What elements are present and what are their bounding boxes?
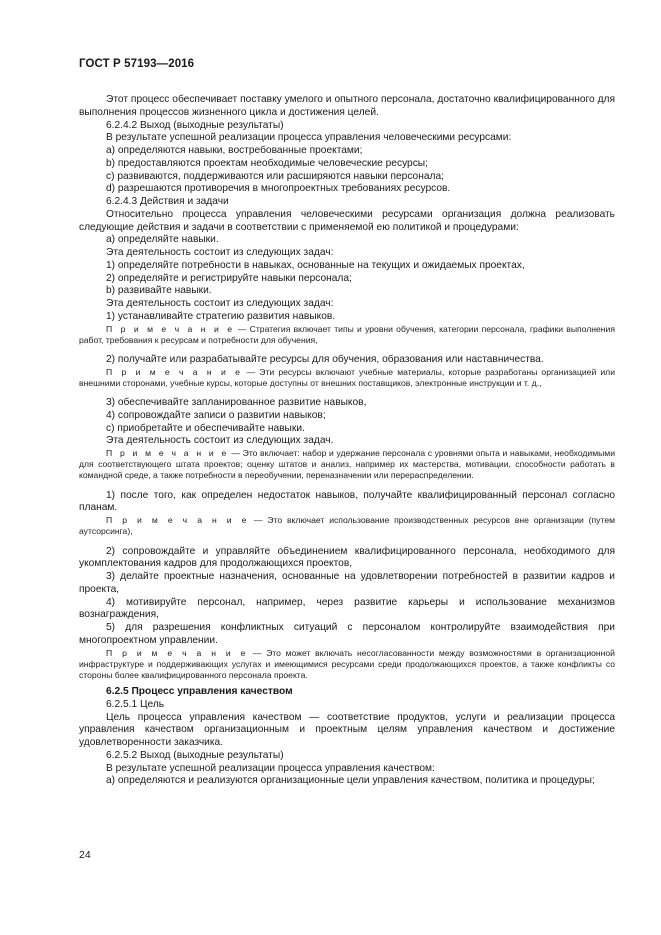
list-item: a) определяйте навыки. (106, 234, 219, 246)
section-heading: 6.2.4.3 Действия и задачи (106, 196, 229, 207)
list-item: c) развиваются, поддерживаются или расширяются навыки персонала; (106, 170, 444, 182)
paragraph: Эта деятельность состоит из следующих задач: (106, 247, 334, 258)
note-label: П р и м е ч а н и е (106, 448, 229, 459)
list-item: b) предоставляются проектам необходимые человеческие ресурсы; (106, 157, 428, 169)
section-heading: 6.2.4.2 Выход (выходные результаты) (106, 119, 284, 131)
note (79, 448, 615, 482)
list-item: 2) получайте или разрабатывайте ресурсы для обучения, образования или наставничества. (106, 353, 544, 365)
note (79, 648, 615, 682)
note-text: — Это включает: набор и удержание персонала с уровнями опыта и навыками, необходимыми для соответствующего штата проектов; оценку штатов и анализ, например их мастерства, мотивации, способности работать в командной среде, а также потребности в переобучении, переназначении или перераспределении. (79, 448, 615, 481)
list-item: 1) определяйте потребности в навыках, основанные на текущих и ожидаемых проектах, (106, 259, 525, 271)
paragraph: Цель процесса управления качеством — соответствие продуктов, услуги и реализации процесса управления качеством организационным и проектным целям управления качеством и достижение удовлетворенности заказчика. (79, 711, 615, 749)
list-item: 2) сопровождайте и управляйте объединением квалифицированного персонала, необходимого для укомплектования кадров для продолжающихся проектов, (79, 545, 615, 570)
note-text: — Это может включать несогласованности между возможностями в организационной инфраструктуре и поддерживающих услугах и имеющимися ресурсами среди продолжающихся проектов, а также конфликты со стороны более квалифицированного персонала проекта. (79, 647, 615, 680)
section-heading: 6.2.5.1 Цель (106, 698, 165, 710)
page-body (79, 94, 615, 788)
section-title: 6.2.5 Процесс управления качеством (106, 686, 293, 698)
paragraph: Эта деятельность состоит из следующих задач: (106, 298, 334, 309)
list-item: c) приобретайте и обеспечивайте навыки. (106, 422, 305, 434)
list-item: 3) обеспечивайте запланированное развитие навыков, (106, 397, 367, 409)
list-item: b) развивайте навыки. (106, 285, 212, 297)
note (79, 367, 615, 389)
paragraph: В результате успешной реализации процесса управления качеством: (106, 762, 435, 774)
list-item: 4) сопровождайте записи о развитии навыков; (106, 409, 326, 421)
list-item: d) разрешаются противоречия в многопроектных требованиях ресурсов. (106, 183, 451, 195)
note-label: П р и м е ч а н и е (106, 515, 250, 526)
note-label: П р и м е ч а н и е (106, 323, 235, 334)
note-text: — Это включает использование производственных ресурсов вне организации (путем аутсорсинга), (79, 515, 616, 537)
note (79, 324, 615, 346)
note-label: П р и м е ч а н и е (106, 366, 243, 377)
paragraph: В результате успешной реализации процесса управления человеческими ресурсами: (106, 132, 512, 144)
list-item: 3) делайте проектные назначения, основанные на удовлетворении потребностей в развитии кадров и проекта, (79, 571, 615, 595)
paragraph: Этот процесс обеспечивает поставку умелого и опытного персонала, достаточно квалифицированного для выполнения процессов жизненного цикла и достижения целей. (79, 94, 615, 118)
list-item: a) определяются и реализуются организационные цели управления качеством, политика и процедуры; (106, 775, 595, 787)
note-text: — Стратегия включает типы и уровни обучения, категории персонала, графики выполнения работ, требования к ресурсам и потребности для обучения, (79, 323, 615, 345)
list-item: 1) после того, как определен недостаток навыков, получайте квалифицированный персонал согласно планам. (79, 489, 615, 514)
list-item: 4) мотивируйте персонал, например, через развитие карьеры и использование механизмов вознаграждения, (79, 596, 615, 621)
note (79, 515, 615, 537)
list-item: 2) определяйте и регистрируйте навыки персонала; (106, 272, 352, 284)
section-heading: 6.2.5.2 Выход (выходные результаты) (106, 749, 284, 761)
list-item: 1) устанавливайте стратегию развития навыков. (106, 310, 336, 322)
note-text: — Эти ресурсы включают учебные материалы, которые разработаны организацией или внешними сторонами, учебные курсы, которые доступны от внешних поставщиков, электронные инструкции и т. д., (79, 366, 615, 388)
paragraph: Относительно процесса управления человеческими ресурсами организация должна реализовать следующие действия и задачи в соответствии с применяемой ею политикой и процедурами: (79, 208, 615, 233)
standard-header: ГОСТ Р 57193—2016 (79, 58, 195, 70)
list-item: a) определяются навыки, востребованные проектами; (106, 145, 363, 156)
paragraph: Эта деятельность состоит из следующих задач. (106, 435, 334, 447)
page-number: 24 (79, 849, 91, 861)
list-item: 5) для разрешения конфликтных ситуаций с персоналом контролируйте взаимодействия при многопроектном управлении. (79, 622, 615, 646)
note-label: П р и м е ч а н и е (106, 647, 249, 658)
